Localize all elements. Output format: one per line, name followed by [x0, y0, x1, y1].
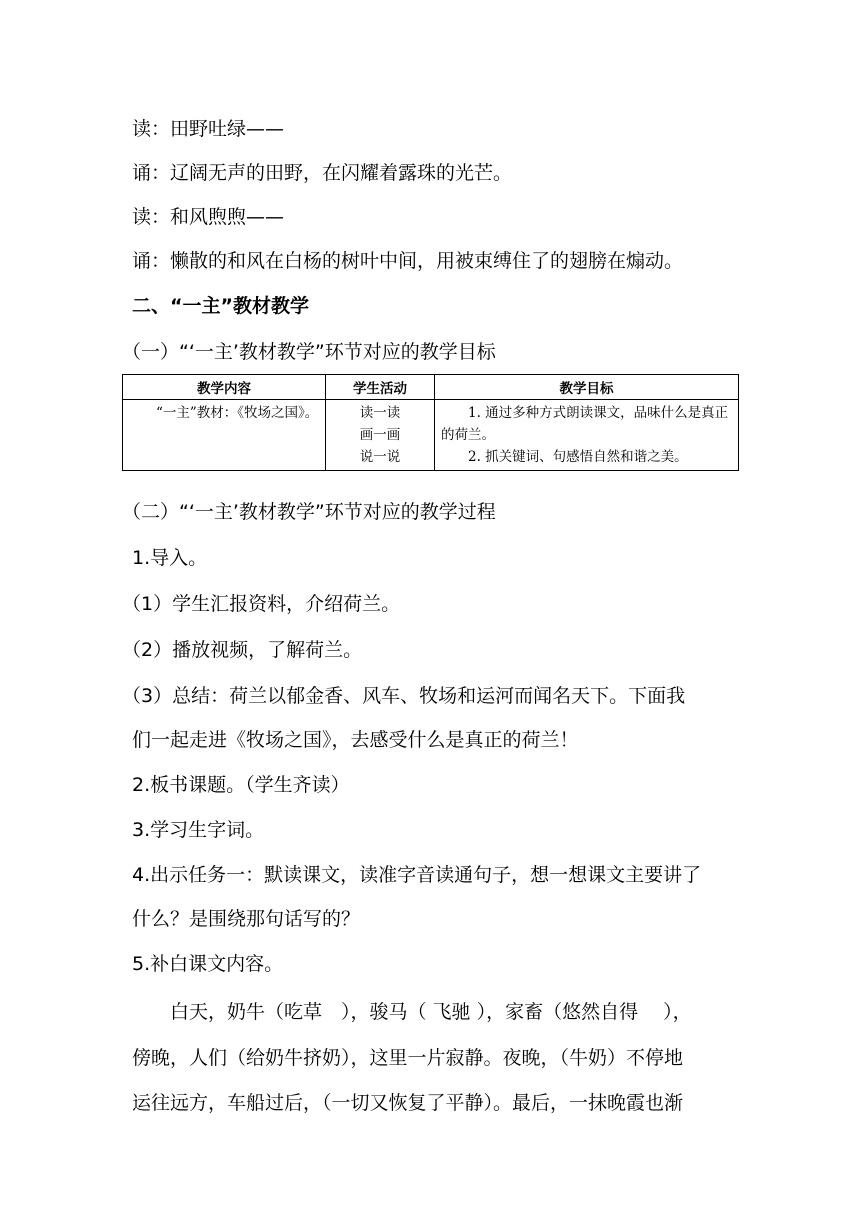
recite-line-2: 诵：懒散的和风在白杨的树叶中间，用被束缚住了的翅膀在煽动。 — [132, 250, 684, 272]
recite-line-1: 诵：辽阔无声的田野，在闪耀着露珠的光芒。 — [132, 162, 513, 184]
goal-item: 1. 通过多种方式朗读课文，品味什么是真正的荷兰。 — [441, 405, 729, 443]
subheading-process: （二）“‘一主’教材教学”环节对应的教学过程 — [122, 501, 496, 523]
fill-in-line1: 白天，奶牛（吃草 ），骏马（ 飞驰 ），家畜（悠然自得 ）， — [170, 1001, 692, 1023]
activity-item: 读一读 — [359, 405, 401, 421]
header-activity: 学生活动 — [326, 375, 435, 400]
cell-content: “一主”教材：《牧场之国》。 — [123, 400, 326, 471]
fill-in-line2: 傍晚，人们（给奶牛挤奶），这里一片寂静。夜晚，（牛奶）不停地 — [132, 1047, 684, 1069]
step-1a: （1）学生汇报资料，介绍荷兰。 — [122, 593, 401, 615]
subheading-goals: （一）“‘一主’教材教学”环节对应的教学目标 — [122, 341, 496, 363]
header-goal: 教学目标 — [435, 375, 739, 400]
section-heading-2: 二、“一主”教材教学 — [132, 295, 309, 317]
header-content: 教学内容 — [123, 375, 326, 400]
step-4-line2: 什么？是围绕那句话写的？ — [132, 908, 361, 930]
step-5: 5.补白课文内容。 — [132, 953, 284, 975]
cell-activities — [326, 400, 435, 471]
step-2: 2.板书课题。（学生齐读） — [132, 774, 350, 796]
step-1c-line1: （3）总结：荷兰以郁金香、风车、牧场和运河而闻名天下。下面我 — [122, 685, 686, 707]
step-4-line1: 4.出示任务一：默读课文，读准字音读通句子，想一想课文主要讲了 — [132, 864, 702, 886]
step-3: 3.学习生字词。 — [132, 819, 265, 841]
read-line-1: 读：田野吐绿—— — [132, 118, 285, 140]
fill-in-line3: 运往远方，车船过后，（一切又恢复了平静）。最后，一抹晚霞也渐 — [132, 1092, 684, 1114]
cell-goals — [435, 400, 739, 471]
activity-item: 画一画 — [359, 427, 401, 443]
table-row — [123, 400, 739, 471]
teaching-goals-table — [122, 374, 739, 471]
table-header-row — [123, 375, 739, 400]
step-1b: （2）播放视频，了解荷兰。 — [122, 639, 363, 661]
step-1: 1.导入。 — [132, 547, 208, 569]
goal-item: 2. 抓关键词、句感悟自然和谐之美。 — [468, 449, 688, 465]
activity-item: 说一说 — [359, 449, 401, 465]
step-1c-line2: 们一起走进《牧场之国》，去感受什么是真正的荷兰！ — [132, 729, 579, 751]
read-line-2: 读：和风煦煦—— — [132, 206, 285, 228]
